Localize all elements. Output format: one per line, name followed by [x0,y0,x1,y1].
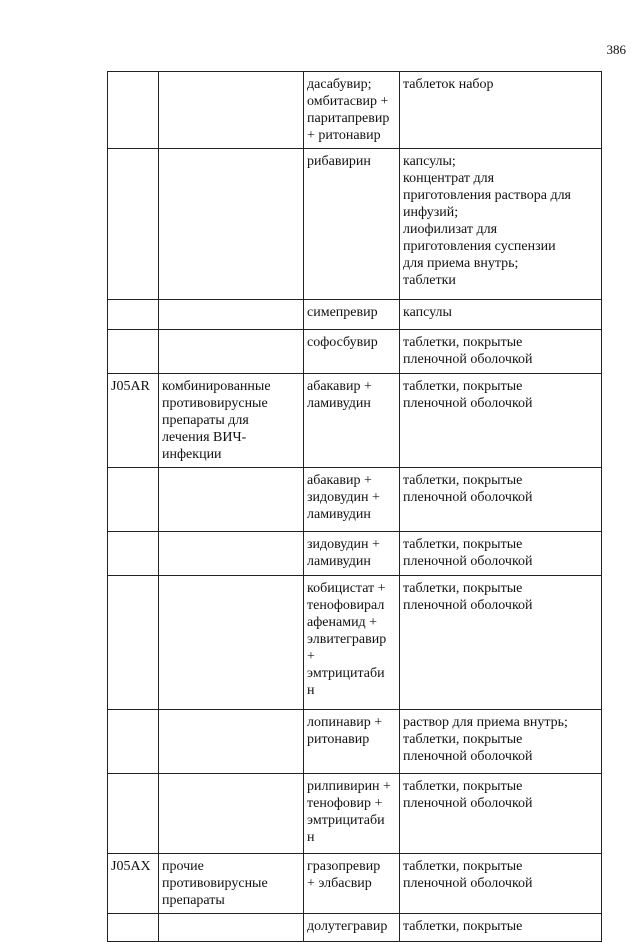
cell-form: таблетки, покрытые пленочной оболочкой [400,854,602,914]
cell-form: таблетки, покрытые пленочной оболочкой [400,532,602,576]
table-row [108,468,602,532]
cell-form: таблетки, покрытые пленочной оболочкой [400,774,602,854]
cell-group [159,532,304,576]
cell-form: таблетки, покрытые [400,914,602,942]
cell-group [159,914,304,942]
cell-drug: дасабувир; омбитасвир + паритапревир + ритонавир [304,72,400,149]
table-row [108,576,602,710]
cell-drug: гразопревир + элбасвир [304,854,400,914]
cell-group [159,576,304,710]
cell-code: J05AX [108,854,159,914]
cell-group: комбинированные противовирусные препараты для лечения ВИЧ- инфекции [159,374,304,468]
cell-code [108,914,159,942]
cell-form: таблетки, покрытые пленочной оболочкой [400,374,602,468]
cell-drug: абакавир + зидовудин + ламивудин [304,468,400,532]
cell-form: таблетки, покрытые пленочной оболочкой [400,330,602,374]
cell-code [108,710,159,774]
cell-group [159,300,304,330]
cell-form: таблетки, покрытые пленочной оболочкой [400,576,602,710]
cell-form: раствор для приема внутрь; таблетки, покрытые пленочной оболочкой [400,710,602,774]
cell-group [159,710,304,774]
cell-drug: зидовудин + ламивудин [304,532,400,576]
cell-form: капсулы; концентрат для приготовления раствора для инфузий; лиофилизат для приготовления суспензии для приема внутрь; таблетки [400,149,602,300]
cell-drug: лопинавир + ритонавир [304,710,400,774]
table-row [108,710,602,774]
cell-code [108,330,159,374]
cell-form: таблеток набор [400,72,602,149]
table-row [108,330,602,374]
table-row [108,149,602,300]
table-row [108,532,602,576]
cell-code [108,576,159,710]
cell-drug: симепревир [304,300,400,330]
table-row [108,72,602,149]
table-row [108,914,602,942]
cell-group [159,149,304,300]
cell-group [159,330,304,374]
cell-code [108,774,159,854]
cell-code [108,300,159,330]
cell-code [108,468,159,532]
table-row [108,774,602,854]
cell-group [159,468,304,532]
cell-form: таблетки, покрытые пленочной оболочкой [400,468,602,532]
cell-drug: кобицистат + тенофовирал афенамид + элвитегравир + эмтрицитаби н [304,576,400,710]
cell-code [108,149,159,300]
cell-group: прочие противовирусные препараты [159,854,304,914]
cell-drug: рибавирин [304,149,400,300]
cell-drug: рилпивирин + тенофовир + эмтрицитаби н [304,774,400,854]
cell-drug: долутегравир [304,914,400,942]
cell-group [159,774,304,854]
cell-drug: софосбувир [304,330,400,374]
cell-code [108,532,159,576]
drug-table [107,71,602,942]
cell-code [108,72,159,149]
cell-group [159,72,304,149]
cell-form: капсулы [400,300,602,330]
cell-drug: абакавир + ламивудин [304,374,400,468]
page-number: 386 [606,42,626,57]
table-row [108,374,602,468]
cell-code: J05AR [108,374,159,468]
table-row [108,300,602,330]
